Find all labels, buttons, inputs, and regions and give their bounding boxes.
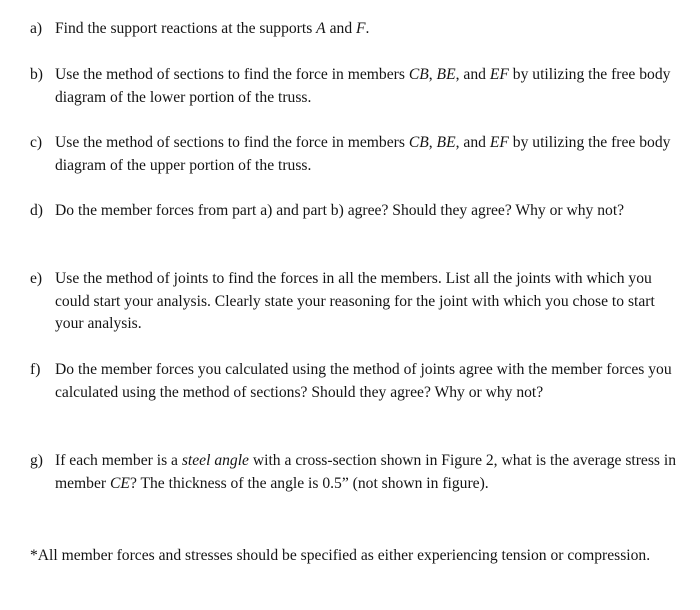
text-segment: . (365, 20, 370, 37)
question-text (55, 18, 680, 41)
question-text (55, 132, 680, 177)
text-segment: If each member is a (55, 452, 182, 469)
text-segment-italic: EF (489, 134, 509, 151)
text-segment-italic: steel angle (181, 452, 249, 469)
question-a (30, 18, 680, 41)
text-segment: Do the member forces you calculated using the method of joints agree with the member forces you calculated using the method of sections? Should they agree? Why or why not? (55, 361, 672, 401)
text-segment: by utilizing the free body diagram of the lower portion of the truss. (55, 66, 671, 106)
text-segment: ? The thickness of the angle is 0.5” (not shown in figure). (129, 474, 489, 492)
question-letter: c) (30, 134, 43, 151)
text-segment: , (428, 66, 437, 83)
text-segment-italic: CB (408, 134, 429, 151)
question-letter: f) (30, 361, 41, 378)
question-c (30, 132, 680, 177)
question-text (55, 450, 680, 495)
footnote: *All member forces and stresses should be specified as either experiencing tension or compression. (30, 547, 651, 564)
text-segment-italic: BE (436, 134, 456, 151)
question-g (30, 450, 680, 495)
text-segment-italic: CE (110, 474, 130, 492)
text-segment: Do the member forces from part a) and part b) agree? Should they agree? Why or why not? (55, 202, 625, 219)
question-letter: b) (30, 66, 43, 83)
text-segment-italic: A (316, 20, 326, 37)
question-b (30, 64, 680, 109)
question-letter: e) (30, 270, 43, 287)
text-segment: , and (455, 66, 490, 83)
text-segment: Use the method of sections to find the force in members (55, 134, 409, 151)
question-e (30, 268, 680, 336)
text-segment: Find the support reactions at the supports (55, 20, 317, 37)
question-text (55, 268, 680, 336)
text-segment: with a cross-section shown in Figure 2, what is the average stress in member (55, 452, 676, 492)
question-letter: a) (30, 20, 43, 37)
text-segment: Use the method of joints to find the forces in all the members. List all the joints with which you could start your analysis. Clearly state your reasoning for the joint with which you chose to start your analysis. (55, 270, 655, 332)
question-text (55, 359, 680, 404)
question-letter: g) (30, 452, 43, 469)
text-segment: and (325, 20, 357, 37)
question-text (55, 200, 680, 223)
question-letter: d) (30, 202, 43, 219)
text-segment-italic: CB (408, 66, 429, 83)
question-d (30, 200, 680, 223)
text-segment-italic: EF (489, 66, 509, 83)
question-text (55, 64, 680, 109)
text-segment-italic: BE (436, 66, 456, 83)
question-f (30, 359, 680, 404)
text-segment-italic: F (356, 20, 366, 37)
text-segment: by utilizing the free body diagram of the upper portion of the truss. (55, 134, 671, 174)
text-segment: Use the method of sections to find the force in members (55, 66, 409, 83)
text-segment: , and (455, 134, 490, 151)
text-segment: , (428, 134, 437, 151)
